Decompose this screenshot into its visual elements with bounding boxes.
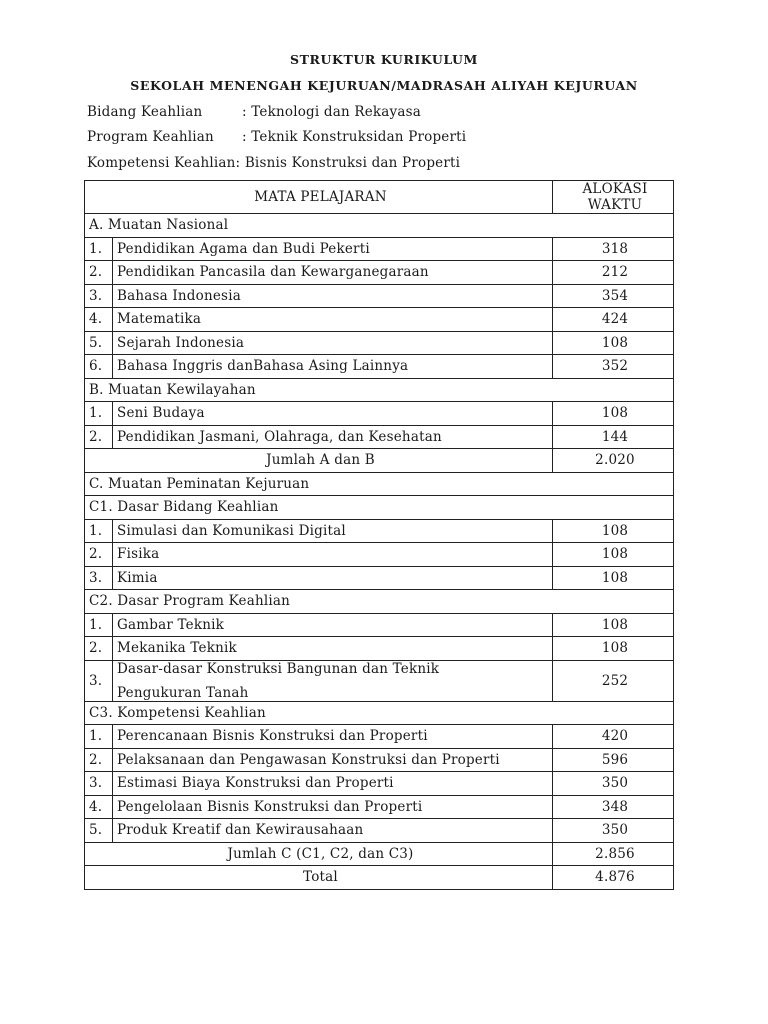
program-label: Program Keahlian — [87, 129, 214, 145]
table-row: 5. Produk Kreatif dan Kewirausahaan 350 — [85, 819, 674, 843]
table-row: 4. Matematika 424 — [85, 308, 674, 332]
curriculum-table — [84, 180, 674, 890]
bidang-keahlian-line — [87, 104, 421, 120]
section-row-a: A. Muatan Nasional — [85, 214, 674, 238]
table-row: 3. Bahasa Indonesia 354 — [85, 284, 674, 308]
table-row: 1. Seni Budaya 108 — [85, 402, 674, 426]
total-row: Total 4.876 — [85, 866, 674, 890]
program-value: : Teknik Konstruksidan Properti — [242, 129, 467, 145]
bidang-label: Bidang Keahlian — [87, 104, 203, 120]
table-row: 2. Pelaksanaan dan Pengawasan Konstruksi dan Properti 596 — [85, 748, 674, 772]
section-row-c2: C2. Dasar Program Keahlian — [85, 590, 674, 614]
table-row: 4. Pengelolaan Bisnis Konstruksi dan Properti 348 — [85, 795, 674, 819]
table-row: 1. Simulasi dan Komunikasi Digital 108 — [85, 519, 674, 543]
document-subtitle: SEKOLAH MENENGAH KEJURUAN/MADRASAH ALIYAH KEJURUAN — [130, 78, 638, 93]
header-mata-pelajaran: MATA PELAJARAN — [85, 181, 553, 214]
section-row-c: C. Muatan Peminatan Kejuruan — [85, 472, 674, 496]
header-waktu: WAKTU — [587, 197, 643, 213]
table-row: 2. Mekanika Teknik 108 — [85, 637, 674, 661]
kompetensi-label: Kompetensi Keahlian: — [87, 155, 241, 171]
kompetensi-value: Bisnis Konstruksi dan Properti — [244, 155, 461, 171]
table-row: 3. Dasar-dasar Konstruksi Bangunan dan Teknik Pengukuran Tanah 252 — [85, 660, 674, 701]
table-row: 5. Sejarah Indonesia 108 — [85, 331, 674, 355]
table-row: 2. Pendidikan Pancasila dan Kewarganegaraan 212 — [85, 261, 674, 285]
table-row: 3. Estimasi Biaya Konstruksi dan Properti 350 — [85, 772, 674, 796]
document-title: STRUKTUR KURIKULUM — [290, 52, 478, 67]
table-row: 1. Gambar Teknik 108 — [85, 613, 674, 637]
table-row: 2. Pendidikan Jasmani, Olahraga, dan Kesehatan 144 — [85, 425, 674, 449]
section-row-c3: C3. Kompetensi Keahlian — [85, 701, 674, 725]
bidang-value: : Teknologi dan Rekayasa — [242, 104, 421, 120]
program-keahlian-line — [87, 129, 466, 145]
kompetensi-keahlian-line — [87, 155, 460, 171]
table-row: 1. Pendidikan Agama dan Budi Pekerti 318 — [85, 237, 674, 261]
table-row: 6. Bahasa Inggris danBahasa Asing Lainnya 352 — [85, 355, 674, 379]
subtotal-row-ab: Jumlah A dan B 2.020 — [85, 449, 674, 473]
section-row-b: B. Muatan Kewilayahan — [85, 378, 674, 402]
header-alokasi-waktu — [553, 181, 674, 214]
multiline-subject: Dasar-dasar Konstruksi Bangunan dan Teknik Pengukuran Tanah — [113, 660, 553, 701]
table-header-row — [85, 181, 674, 214]
subtotal-row-c: Jumlah C (C1, C2, dan C3) 2.856 — [85, 842, 674, 866]
table-row: 1. Perencanaan Bisnis Konstruksi dan Properti 420 — [85, 725, 674, 749]
table-row: 3. Kimia 108 — [85, 566, 674, 590]
table-row: 2. Fisika 108 — [85, 543, 674, 567]
section-row-c1: C1. Dasar Bidang Keahlian — [85, 496, 674, 520]
header-alokasi: ALOKASI — [582, 181, 648, 197]
